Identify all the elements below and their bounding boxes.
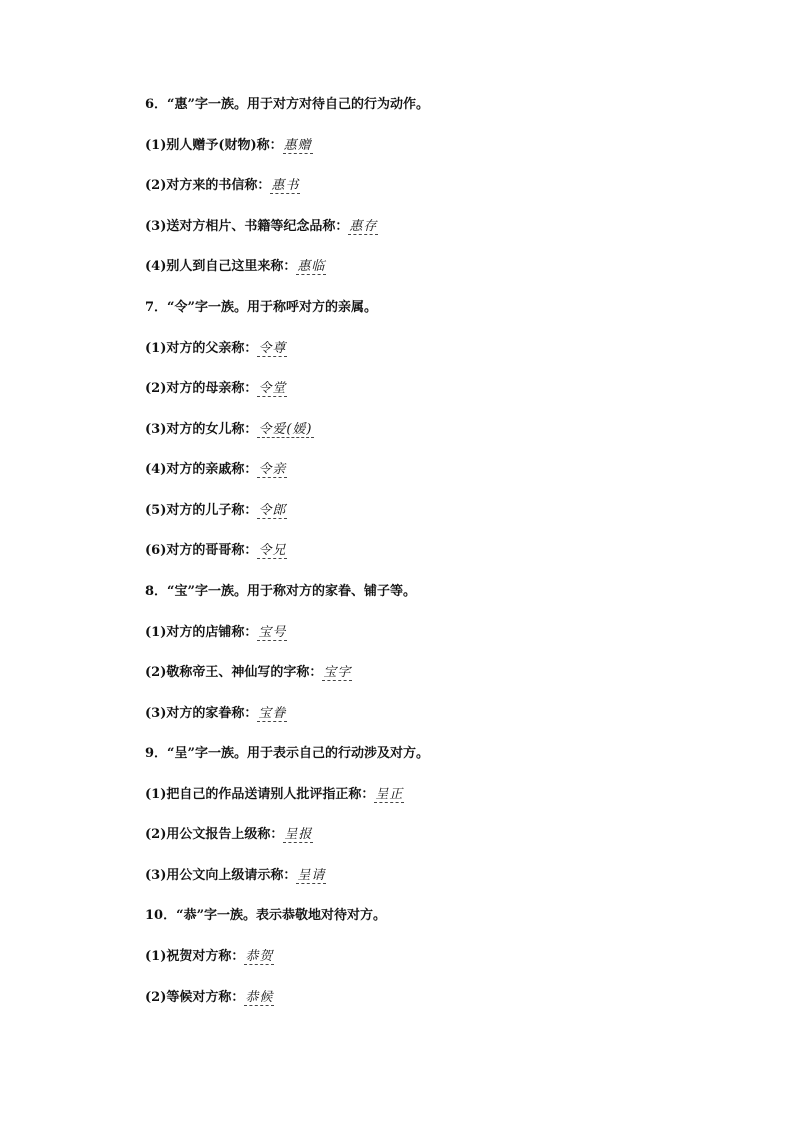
item-prompt: (2)对方来的书信称： xyxy=(145,178,271,193)
section-heading: 6．“惠”字一族。用于对方对待自己的行为动作。 xyxy=(145,97,430,112)
item-answer: 惠临 xyxy=(297,259,326,274)
list-item xyxy=(145,258,326,276)
list-item xyxy=(145,340,287,358)
item-answer: 令爱(媛) xyxy=(258,422,313,437)
list-item xyxy=(145,380,287,398)
item-prompt: (1)对方的店铺称： xyxy=(145,625,258,640)
item-prompt: (2)等候对方称： xyxy=(145,990,245,1005)
section-heading: 10．“恭”字一族。表示恭敬地对待对方。 xyxy=(145,908,387,923)
list-item xyxy=(145,502,287,520)
item-answer: 惠存 xyxy=(349,219,378,234)
item-prompt: (3)用公文向上级请示称： xyxy=(145,868,297,883)
item-prompt: (1)别人赠予(财物)称： xyxy=(145,138,283,153)
list-item xyxy=(145,664,352,682)
list-item xyxy=(145,826,313,844)
item-answer: 惠赠 xyxy=(283,138,312,153)
item-answer: 令尊 xyxy=(258,341,287,356)
item-answer: 宝眷 xyxy=(258,706,287,721)
item-prompt: (5)对方的儿子称： xyxy=(145,503,258,518)
item-prompt: (3)对方的女儿称： xyxy=(145,422,258,437)
item-answer: 宝号 xyxy=(258,625,287,640)
item-prompt: (1)祝贺对方称： xyxy=(145,949,245,964)
item-prompt: (1)对方的父亲称： xyxy=(145,341,258,356)
item-prompt: (4)别人到自己这里来称： xyxy=(145,259,297,274)
list-item xyxy=(145,177,300,195)
item-answer: 令兄 xyxy=(258,543,287,558)
list-item xyxy=(145,867,326,885)
item-answer: 令亲 xyxy=(258,462,287,477)
list-item xyxy=(145,705,287,723)
section-heading: 8．“宝”字一族。用于称对方的家眷、铺子等。 xyxy=(145,584,417,599)
list-item xyxy=(145,421,314,439)
item-answer: 令堂 xyxy=(258,381,287,396)
list-item xyxy=(145,542,287,560)
item-prompt: (4)对方的亲戚称： xyxy=(145,462,258,477)
item-answer: 呈请 xyxy=(297,868,326,883)
item-prompt: (2)对方的母亲称： xyxy=(145,381,258,396)
item-prompt: (2)用公文报告上级称： xyxy=(145,827,284,842)
item-prompt: (1)把自己的作品送请别人批评指正称： xyxy=(145,787,375,802)
list-item xyxy=(145,624,287,642)
item-answer: 恭贺 xyxy=(245,949,274,964)
item-answer: 宝字 xyxy=(323,665,352,680)
item-prompt: (3)送对方相片、书籍等纪念品称： xyxy=(145,219,349,234)
item-answer: 呈报 xyxy=(284,827,313,842)
item-prompt: (6)对方的哥哥称： xyxy=(145,543,258,558)
item-prompt: (3)对方的家眷称： xyxy=(145,706,258,721)
item-answer: 惠书 xyxy=(271,178,300,193)
item-prompt: (2)敬称帝王、神仙写的字称： xyxy=(145,665,323,680)
list-item xyxy=(145,137,313,155)
item-answer: 呈正 xyxy=(375,787,404,802)
section-heading: 9．“呈”字一族。用于表示自己的行动涉及对方。 xyxy=(145,746,430,761)
section-heading: 7．“令”字一族。用于称呼对方的亲属。 xyxy=(145,300,378,315)
list-item xyxy=(145,461,287,479)
list-item xyxy=(145,218,378,236)
item-answer: 恭候 xyxy=(245,990,274,1005)
list-item xyxy=(145,989,274,1007)
list-item xyxy=(145,948,274,966)
item-answer: 令郎 xyxy=(258,503,287,518)
list-item xyxy=(145,786,404,804)
